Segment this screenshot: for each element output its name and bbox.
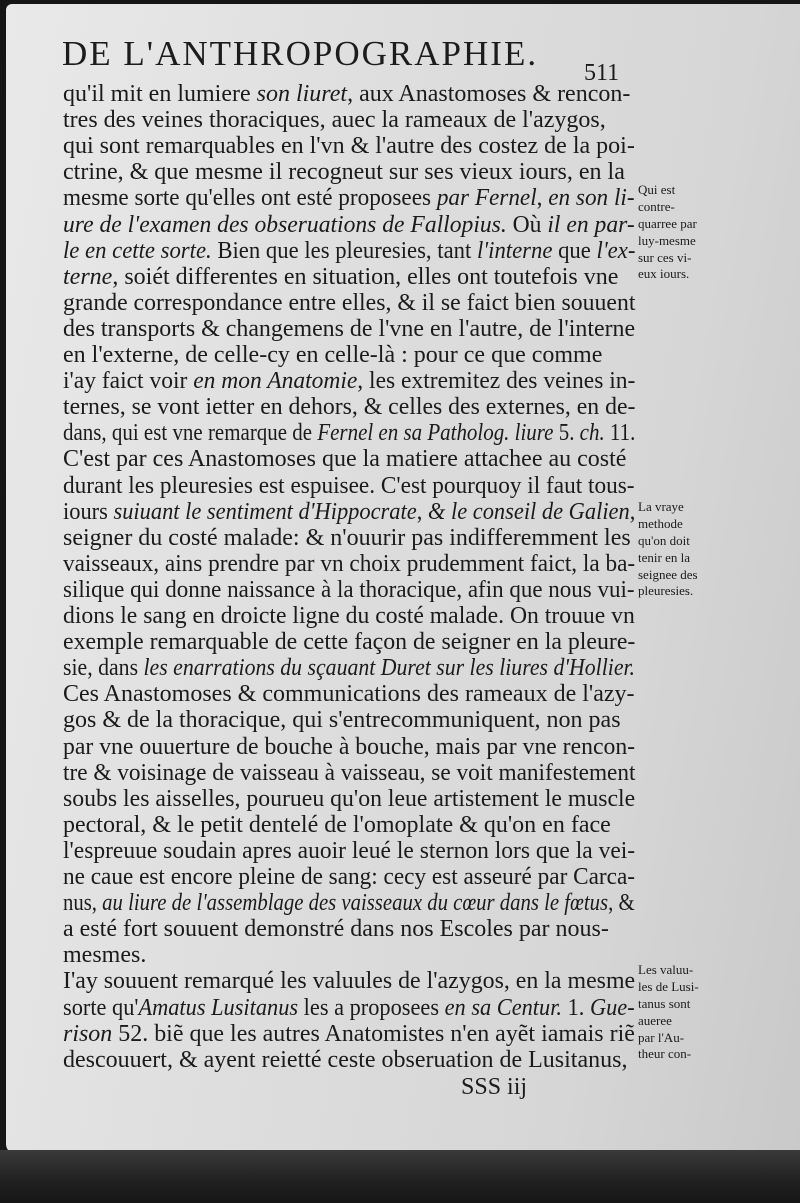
italic-run: l'interne	[476, 237, 553, 264]
text-line	[63, 317, 635, 341]
margin-note-line: La vraye	[638, 499, 684, 514]
margin-note	[638, 499, 758, 600]
margin-note	[638, 182, 758, 283]
text-run: durant les pleuresies est espuisee. C'est pourquoy il faut tous-	[63, 472, 635, 499]
text-run: 11.	[604, 420, 636, 447]
text-run: ,	[416, 498, 428, 525]
text-run: vaisseaux, ains prendre par vn choix prudemment faict, la ba-	[63, 550, 636, 577]
text-line	[63, 865, 635, 889]
margin-note-line: Qui est	[638, 182, 676, 197]
italic-run: par Fernel	[436, 185, 537, 212]
italic-run: ch.	[579, 420, 605, 447]
italic-run: il en par-	[547, 211, 635, 238]
margin-note-line: tanus sont	[638, 995, 691, 1011]
italic-run: en son li-	[548, 185, 635, 212]
text-line	[63, 343, 602, 367]
italic-run: en mon Anatomie	[193, 368, 358, 395]
text-run: grande correspondance entre elles, & il se faict bien souuent	[63, 289, 636, 316]
text-line	[63, 578, 635, 602]
text-line	[63, 839, 635, 863]
text-run: des transports & changemens de l'vne en l'autre, de l'interne	[63, 315, 636, 342]
text-run: soubs les aisselles, pourueu qu'on leue artistement le muscle	[63, 785, 636, 812]
text-run: tres des veines thoraciques, auec la rameaux de l'azygos,	[63, 107, 606, 134]
text-run: sie, dans	[63, 655, 144, 682]
text-run: , aux Anastomoses & rencon-	[347, 81, 631, 107]
margin-note-line: les de Lusi-	[638, 978, 699, 994]
margin-note-line: tenir en la	[638, 549, 690, 565]
text-run: Ces Anastomoses & communications des rameaux de l'azy-	[63, 681, 635, 708]
italic-run: son liuret	[256, 81, 348, 107]
margin-note-line: qu'on doit	[638, 532, 690, 548]
margin-note-line: contre-	[638, 198, 675, 214]
text-line	[63, 604, 635, 628]
text-run: a esté fort souuent demonstré dans nos Escoles par nous-	[63, 916, 609, 943]
text-run: 52. biẽ que les autres Anatomistes n'en ayẽt iamais riẽ	[112, 1020, 635, 1047]
text-run: seigner du costé malade: & n'ouurir pas indifferemment les	[63, 524, 631, 551]
margin-note-line: pleuresies.	[638, 583, 694, 599]
text-line	[63, 474, 635, 498]
margin-note-line: Les valuu-	[638, 962, 694, 977]
text-line	[63, 761, 635, 785]
margin-note-line: theur con-	[638, 1046, 692, 1062]
margin-note-line: par l'Au-	[638, 1029, 685, 1045]
text-line	[63, 996, 635, 1020]
text-line	[63, 943, 146, 967]
text-run: ,	[629, 498, 636, 525]
italic-run: ure de l'examen des obseruations de Fallopius.	[63, 211, 507, 238]
text-line	[63, 969, 635, 993]
text-line	[63, 500, 635, 524]
margin-note-line: luy-mesme	[638, 232, 696, 248]
text-run: qui sont remarquables en l'vn & l'autre des costez de la poi-	[63, 133, 635, 160]
text-line	[63, 552, 635, 576]
italic-run: terne	[63, 263, 113, 290]
text-line	[63, 656, 635, 680]
text-run: gos & de la thoracique, qui s'entrecommuniquent, non pas	[63, 707, 621, 734]
text-line	[63, 213, 635, 237]
margin-note-line: sur ces vi-	[638, 249, 692, 265]
text-line	[63, 82, 630, 106]
text-run: l'espreuue soudain apres auoir leué le sternon lors que la vei-	[63, 837, 636, 864]
text-line	[63, 108, 606, 132]
italic-run: rison	[63, 1020, 113, 1047]
text-run: qu'il mit en lumiere	[63, 81, 257, 107]
text-run: tre & voisinage de vaisseau à vaisseau, se voit manifestement	[63, 759, 636, 786]
running-header: DE L'ANTHROPOGRAPHIE.	[62, 34, 539, 73]
text-run: sorte qu'	[63, 994, 139, 1021]
text-line	[63, 395, 635, 419]
text-run: I'ay souuent remarqué les valuules de l'azygos, en la mesme	[63, 968, 636, 995]
italic-run: Amatus Lusitanus	[138, 994, 299, 1021]
text-line	[63, 526, 631, 550]
text-run: , &	[608, 890, 635, 917]
text-run: en l'externe, de celle-cy en celle-là : pour ce que comme	[63, 342, 603, 368]
margin-note-line: aueree	[638, 1012, 672, 1028]
text-line	[63, 1022, 635, 1046]
italic-run: au liure de l'assemblage des vaisseaux du cœur dans le fœtus	[102, 890, 609, 917]
text-line	[63, 735, 635, 759]
text-run: i'ay faict voir	[63, 368, 194, 395]
text-run: iours	[63, 498, 114, 525]
text-line	[63, 1048, 627, 1072]
text-line	[63, 421, 635, 445]
text-run: ternes, se vont ietter en dehors, & celles des externes, en de-	[63, 394, 636, 421]
text-line	[63, 265, 618, 289]
text-line	[63, 813, 611, 837]
text-run: mesme sorte qu'elles ont esté proposees	[63, 185, 437, 212]
text-line	[63, 917, 609, 941]
margin-note-line: seignee des	[638, 566, 698, 582]
margin-note-line: methode	[638, 515, 683, 531]
text-line	[63, 239, 635, 263]
italic-run: en sa Centur.	[444, 994, 563, 1021]
text-line	[63, 186, 635, 210]
italic-run: les enarrations du sçauant Duret sur les liures d'Hollier.	[143, 655, 636, 682]
text-run: nus,	[63, 890, 103, 917]
text-run: les a proposees	[298, 994, 445, 1021]
text-run: par vne ouuerture de bouche à bouche, mais par vne rencon-	[63, 733, 636, 760]
scan-shadow	[0, 1150, 800, 1203]
text-run: mesmes.	[63, 942, 147, 969]
text-line	[63, 891, 635, 915]
text-run: 5.	[553, 420, 580, 447]
text-line	[63, 369, 635, 393]
text-run: , soiét differentes en situation, elles ont toutefois vne	[112, 263, 619, 290]
text-run: Bien que les pleuresies, tant	[211, 237, 477, 264]
text-run: dions le sang en droicte ligne du costé malade. On trouue vn	[63, 603, 635, 629]
italic-run: l'ex-	[596, 237, 636, 264]
text-run: que	[552, 237, 597, 264]
italic-run: & le conseil de Galien	[427, 498, 630, 525]
margin-note	[638, 962, 758, 1063]
text-run: pectoral, & le petit dentelé de l'omoplate & qu'on en face	[63, 811, 611, 838]
text-run: exemple remarquable de cette façon de seigner en la pleure-	[63, 629, 636, 656]
text-line	[63, 134, 635, 158]
text-run: Où	[506, 211, 548, 238]
text-line	[63, 160, 625, 184]
text-line	[63, 630, 635, 654]
italic-run: Fernel en sa Patholog. liure	[317, 420, 554, 447]
italic-run: le en cette sorte.	[63, 237, 212, 264]
page-number: 511	[584, 60, 620, 86]
text-run: descouuert, & ayent reietté ceste obseruation de Lusitanus,	[63, 1046, 628, 1073]
text-line	[63, 682, 635, 706]
book-page	[6, 4, 800, 1154]
text-run: silique qui donne naissance à la thoracique, afin que nous vui-	[63, 576, 635, 603]
italic-run: Gue-	[589, 994, 635, 1021]
text-line	[63, 291, 635, 315]
margin-note-line: eux iours.	[638, 266, 690, 282]
text-run: , les extremitez des veines in-	[357, 368, 636, 395]
text-run: ne caue est encore pleine de sang: cecy est asseuré par Carca-	[63, 864, 636, 890]
margin-note-line: quarree par	[638, 215, 697, 231]
text-line	[63, 787, 635, 811]
text-line	[63, 708, 621, 732]
text-run: dans, qui est vne remarque de	[63, 420, 318, 447]
text-run: 1.	[562, 994, 590, 1021]
italic-run: suiuant le sentiment d'Hippocrate	[113, 498, 417, 525]
signature-mark: SSS iij	[461, 1074, 528, 1100]
text-run: ,	[536, 185, 549, 212]
text-run: ctrine, & que mesme il recogneut sur ses vieux iours, en la	[63, 159, 625, 186]
text-line	[63, 447, 626, 471]
text-run: C'est par ces Anastomoses que la matiere attachee au costé	[63, 446, 627, 473]
